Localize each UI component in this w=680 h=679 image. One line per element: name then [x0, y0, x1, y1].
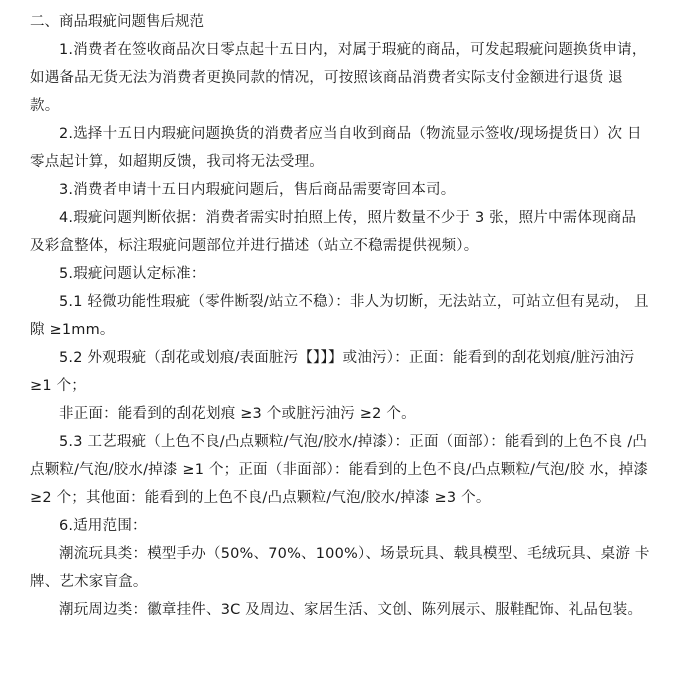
section-heading: 二、商品瑕疵问题售后规范: [30, 14, 204, 30]
document-body: [30, 8, 650, 624]
paragraph-craft-defect: 5.3 工艺瑕疵（上色不良/凸点颗粒/气泡/胶水/掉漆）：正面（面部）：能看到的上色不良 /凸点颗粒/气泡/胶水/掉漆 ≥1 个；正面（非面部）：能看到的上色不良/凸点颗粒/气泡/胶 水，掉漆 ≥2 个；其他面：能看到的上色不良/凸点颗粒/气泡/胶水/掉漆 ≥3 个。: [30, 434, 649, 506]
paragraph-appearance-defect: 5.2 外观瑕疵（刮花或划痕/表面脏污【】】】或油污）：正面：能看到的刮花划痕/脏污油污 ≥1 个；: [30, 350, 635, 394]
paragraph-criteria-title: 5.瑕疵问题认定标准：: [59, 266, 206, 282]
paragraph-judgement-basis: 4.瑕疵问题判断依据：消费者需实时拍照上传，照片数量不少于 3 张，照片中需体现商品 及彩盒整体，标注瑕疵问题部位并进行描述（站立不稳需提供视频）。: [30, 210, 637, 254]
paragraph-trend-toys: 潮流玩具类：模型手办（50%、70%、100%）、场景玩具、载具模型、毛绒玩具、桌游 卡牌、艺术家盲盒。: [30, 546, 650, 590]
paragraph-exchange-window: 1.消费者在签收商品次日零点起十五日内，对属于瑕疵的商品，可发起瑕疵问题换货申请， 如遇备品无货无法为消费者更换同款的情况，可按照该商品消费者实际支付金额进行退货 退款。: [30, 42, 647, 114]
paragraph-return-shipping: 3.消费者申请十五日内瑕疵问题后，售后商品需要寄回本司。: [59, 182, 456, 198]
paragraph-functional-defect: 5.1 轻微功能性瑕疵（零件断裂/站立不稳）：非人为切断，无法站立，可站立但有晃动， 且隙 ≥1mm。: [30, 294, 649, 338]
paragraph-peripherals: 潮玩周边类：徽章挂件、3C 及周边、家居生活、文创、陈列展示、服鞋配饰、礼品包装。: [59, 602, 643, 618]
paragraph-time-calculation: 2.选择十五日内瑕疵问题换货的消费者应当自收到商品（物流显示签收/现场提货日）次 日零点起计算，如超期反馈，我司将无法受理。: [30, 126, 642, 170]
paragraph-non-front: 非正面：能看到的刮花划痕 ≥3 个或脏污油污 ≥2 个。: [59, 406, 416, 422]
paragraph-scope-title: 6.适用范围：: [59, 518, 147, 534]
